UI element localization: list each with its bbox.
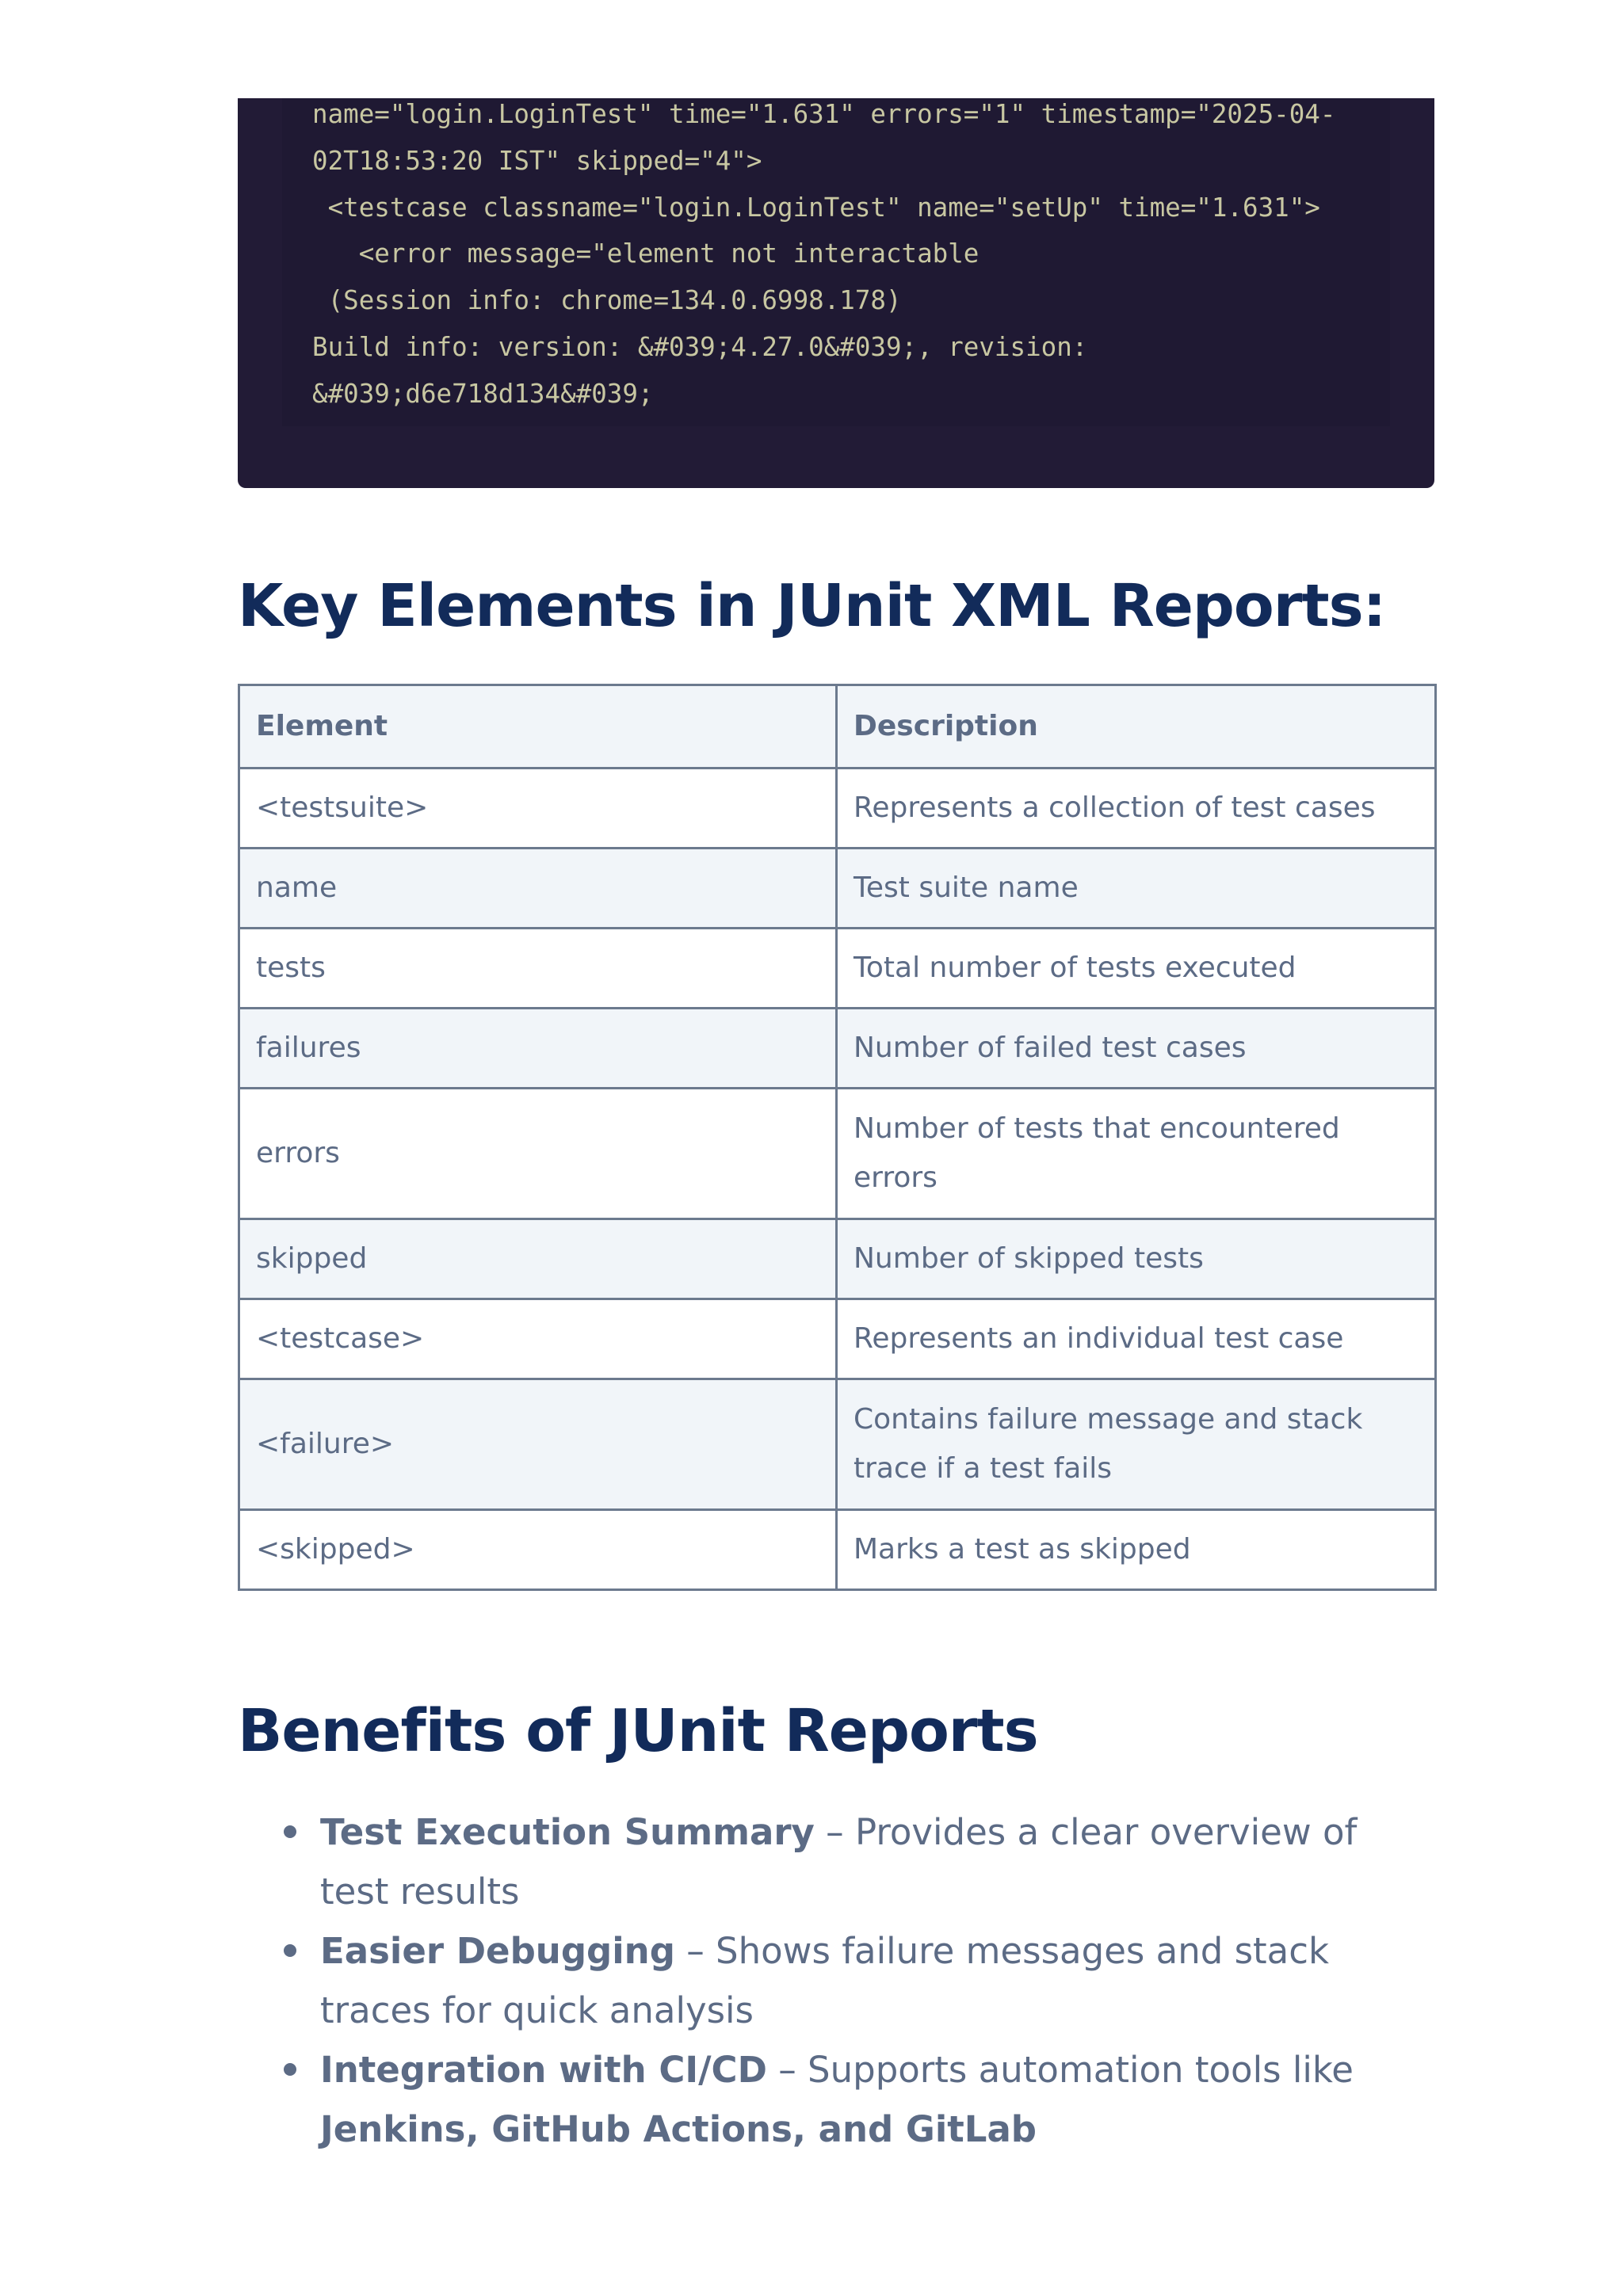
description-cell: Represents an individual test case — [837, 1299, 1436, 1379]
list-item — [238, 2040, 1434, 2159]
list-item — [238, 1802, 1434, 1921]
code-line: Build info: version: &#039;4.27.0&#039;, revision: — [312, 332, 1088, 362]
code-line: 02T18:53:20 IST" skipped="4"> — [312, 146, 762, 176]
key-elements-table — [238, 684, 1437, 1591]
element-cell: skipped — [239, 1219, 837, 1299]
description-cell: Test suite name — [837, 849, 1436, 929]
benefit-title: Test Execution Summary — [320, 1811, 815, 1853]
element-cell: <failure> — [239, 1379, 837, 1510]
description-cell: Number of skipped tests — [837, 1219, 1436, 1299]
benefit-text: – Shows failure messages and stack traces for quick analysis — [320, 1930, 1330, 2031]
benefit-text: – Supports automation tools like — [766, 2049, 1354, 2091]
code-line: &#039;d6e718d134&#039; — [312, 379, 654, 409]
bullet-icon — [284, 1825, 296, 1838]
element-cell: <testsuite> — [239, 769, 837, 849]
key-elements-heading: Key Elements in JUnit XML Reports: — [238, 572, 1386, 640]
description-cell: Marks a test as skipped — [837, 1510, 1436, 1590]
description-cell: Contains failure message and stack trace if a test fails — [837, 1379, 1436, 1510]
bullet-icon — [284, 2063, 296, 2076]
element-cell: <testcase> — [239, 1299, 837, 1379]
list-item — [238, 1921, 1434, 2040]
table-row — [239, 1219, 1436, 1299]
element-cell: failures — [239, 1009, 837, 1089]
code-line: <testcase classname="login.LoginTest" name="setUp" time="1.631"> — [312, 193, 1320, 223]
element-cell: tests — [239, 929, 837, 1009]
code-line: name="login.LoginTest" time="1.631" errors="1" timestamp="2025-04- — [312, 99, 1336, 129]
description-cell: Total number of tests executed — [837, 929, 1436, 1009]
table-row — [239, 929, 1436, 1009]
table-row — [239, 1299, 1436, 1379]
element-cell: name — [239, 849, 837, 929]
table-row — [239, 1009, 1436, 1089]
description-cell: Represents a collection of test cases — [837, 769, 1436, 849]
code-line: <error message="element not interactable — [312, 238, 980, 269]
table-header-row — [239, 685, 1436, 769]
column-header-element: Element — [239, 685, 837, 769]
benefits-list — [238, 1802, 1434, 2159]
table-row — [239, 1089, 1436, 1219]
benefits-heading: Benefits of JUnit Reports — [238, 1697, 1038, 1765]
benefit-title: Easier Debugging — [320, 1930, 675, 1972]
table-row — [239, 849, 1436, 929]
benefit-title: Integration with CI/CD — [320, 2049, 767, 2091]
description-cell: Number of failed test cases — [837, 1009, 1436, 1089]
column-header-description: Description — [837, 685, 1436, 769]
benefit-text: – Provides a clear overview of test results — [320, 1811, 1358, 1913]
table-row — [239, 1379, 1436, 1510]
element-cell: <skipped> — [239, 1510, 837, 1590]
code-line: (Session info: chrome=134.0.6998.178) — [312, 285, 902, 315]
element-cell: errors — [239, 1089, 837, 1219]
table-row — [239, 769, 1436, 849]
table-row — [239, 1510, 1436, 1590]
benefit-tools: Jenkins, GitHub Actions, and GitLab — [320, 2108, 1037, 2150]
bullet-icon — [284, 1944, 296, 1957]
description-cell: Number of tests that encountered errors — [837, 1089, 1436, 1219]
